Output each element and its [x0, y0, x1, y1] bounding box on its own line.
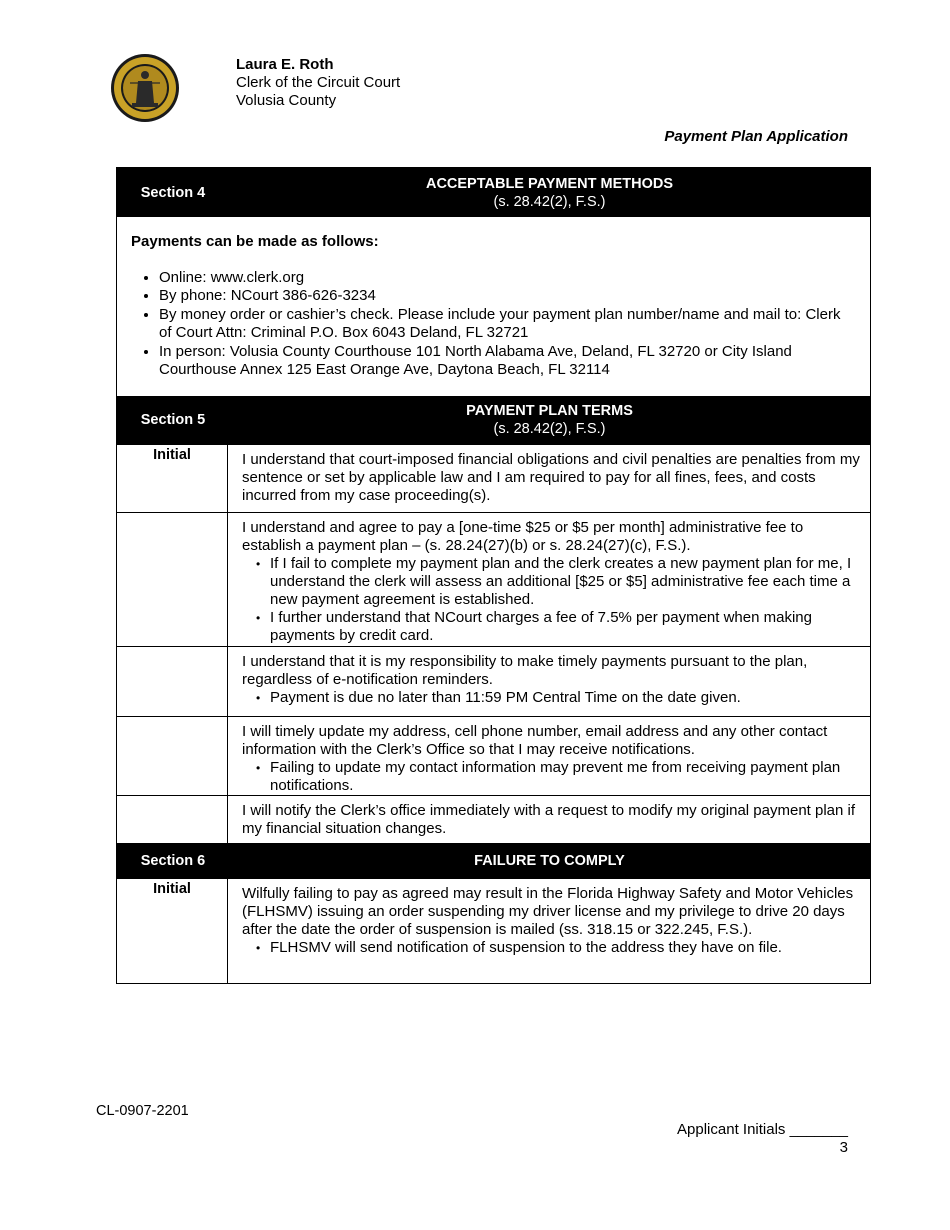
terms-row: [117, 795, 870, 843]
terms-row: [117, 716, 870, 795]
section-5-label: Section 5: [140, 412, 206, 428]
section-5-subtitle: (s. 28.42(2), F.S.): [493, 421, 606, 437]
page-number: 3: [839, 1139, 848, 1156]
terms-text: I will timely update my address, cell phone number, email address and any other contact information with the Clerk’s Office so that I may receive notifications.: [242, 722, 828, 758]
section-4-subtitle: (s. 28.42(2), F.S.): [493, 193, 606, 210]
section-4-title: ACCEPTABLE PAYMENT METHODS: [425, 175, 674, 192]
clerk-title: Clerk of the Circuit Court: [236, 74, 401, 91]
failure-bullet: • FLHSMV will send notification of suspension to the address they have on file.: [256, 939, 860, 957]
terms-bullet: • Payment is due no later than 11:59 PM Central Time on the date given.: [256, 689, 860, 707]
terms-bullets: [242, 555, 860, 645]
failure-bullets: [242, 939, 860, 957]
clerk-header: [236, 56, 400, 110]
section-6-title: FAILURE TO COMPLY: [474, 852, 625, 869]
section-4-header: [117, 168, 870, 217]
initial-box[interactable]: [117, 717, 228, 795]
terms-bullets: [242, 689, 860, 707]
form-code: CL-0907-2201: [96, 1103, 189, 1119]
terms-text: I understand and agree to pay a [one-time $25 or $5 per month] administrative fee to establish a payment plan – (s. 28.24(27)(b) or s. 28.24(27)(c), F.S.).: [242, 518, 804, 554]
terms-row: [117, 445, 870, 512]
terms-text: I understand that it is my responsibility to make timely payments pursuant to the plan, regardless of e-notification reminders.: [242, 652, 808, 688]
initial-box[interactable]: [117, 513, 228, 646]
payment-method-phone: • By phone: NCourt 386-626-3234: [159, 287, 856, 306]
clerk-county: Volusia County: [236, 92, 337, 109]
form-table: [116, 167, 871, 984]
clerk-name: Laura E. Roth: [236, 56, 334, 73]
document-title: Payment Plan Application: [664, 128, 848, 145]
payment-method-mail: • By money order or cashier’s check. Please include your payment plan number/name and mail to: Clerk of Court Attn: Criminal P.O. Box 6043 Deland, FL 32721: [159, 306, 856, 343]
applicant-initials[interactable]: Applicant Initials _______: [677, 1121, 848, 1138]
section-4-body: [117, 217, 870, 396]
section-6-label: Section 6: [140, 852, 206, 869]
terms-text-block: [228, 717, 870, 795]
failure-text-block: [228, 879, 870, 983]
terms-bullets: [242, 759, 860, 795]
terms-text: I will notify the Clerk’s office immediately with a request to modify my original payment plan if my financial situation changes.: [242, 801, 856, 837]
terms-row: [117, 646, 870, 716]
terms-bullet: • I further understand that NCourt charges a fee of 7.5% per payment when making payments by credit card.: [256, 609, 860, 645]
payment-methods-list: [131, 269, 856, 380]
failure-row: [117, 879, 870, 983]
terms-bullet: • If I fail to complete my payment plan and the clerk creates a new payment plan for me, I understand the clerk will assess an additional [$25 or $5] administrative fee each time a new payment agreement is established.: [256, 555, 860, 609]
initial-box[interactable]: Initial: [117, 879, 228, 983]
payment-method-online: • Online: www.clerk.org: [159, 269, 856, 288]
terms-row: [117, 512, 870, 646]
section-5-header: [117, 396, 870, 445]
clerk-seal-logo: [110, 53, 180, 123]
section-5-title-block: [229, 402, 870, 438]
initial-box[interactable]: [117, 796, 228, 843]
failure-text: Wilfully failing to pay as agreed may result in the Florida Highway Safety and Motor Vehicles (FLHSMV) issuing an order suspending my driver license and my privilege to drive 20 days after the date the order of suspension is mailed (ss. 318.15 or 322.245, F.S.).: [242, 884, 854, 938]
section-4-title-block: [229, 175, 870, 211]
payment-method-in-person: • In person: Volusia County Courthouse 101 North Alabama Ave, Deland, FL 32720 or City Island Courthouse Annex 125 East Orange Ave, Daytona Beach, FL 32114: [159, 343, 856, 380]
section-6-title-block: [229, 852, 870, 870]
terms-text-block: [228, 647, 870, 716]
payment-methods-lead: Payments can be made as follows:: [131, 233, 379, 250]
terms-text: I understand that court-imposed financial obligations and civil penalties are penalties from my sentence or set by applicable law and I am required to pay for all fines, fees, and costs incurred from my case proceeding(s).: [242, 450, 860, 504]
section-4-label: Section 4: [140, 184, 206, 201]
terms-bullet: • Failing to update my contact information may prevent me from receiving payment plan notifications.: [256, 759, 860, 795]
terms-text-block: [228, 513, 870, 646]
section-6-header: [117, 843, 870, 879]
initial-box[interactable]: [117, 647, 228, 716]
initial-box[interactable]: Initial: [117, 445, 228, 512]
section-5-title: PAYMENT PLAN TERMS: [466, 403, 633, 419]
